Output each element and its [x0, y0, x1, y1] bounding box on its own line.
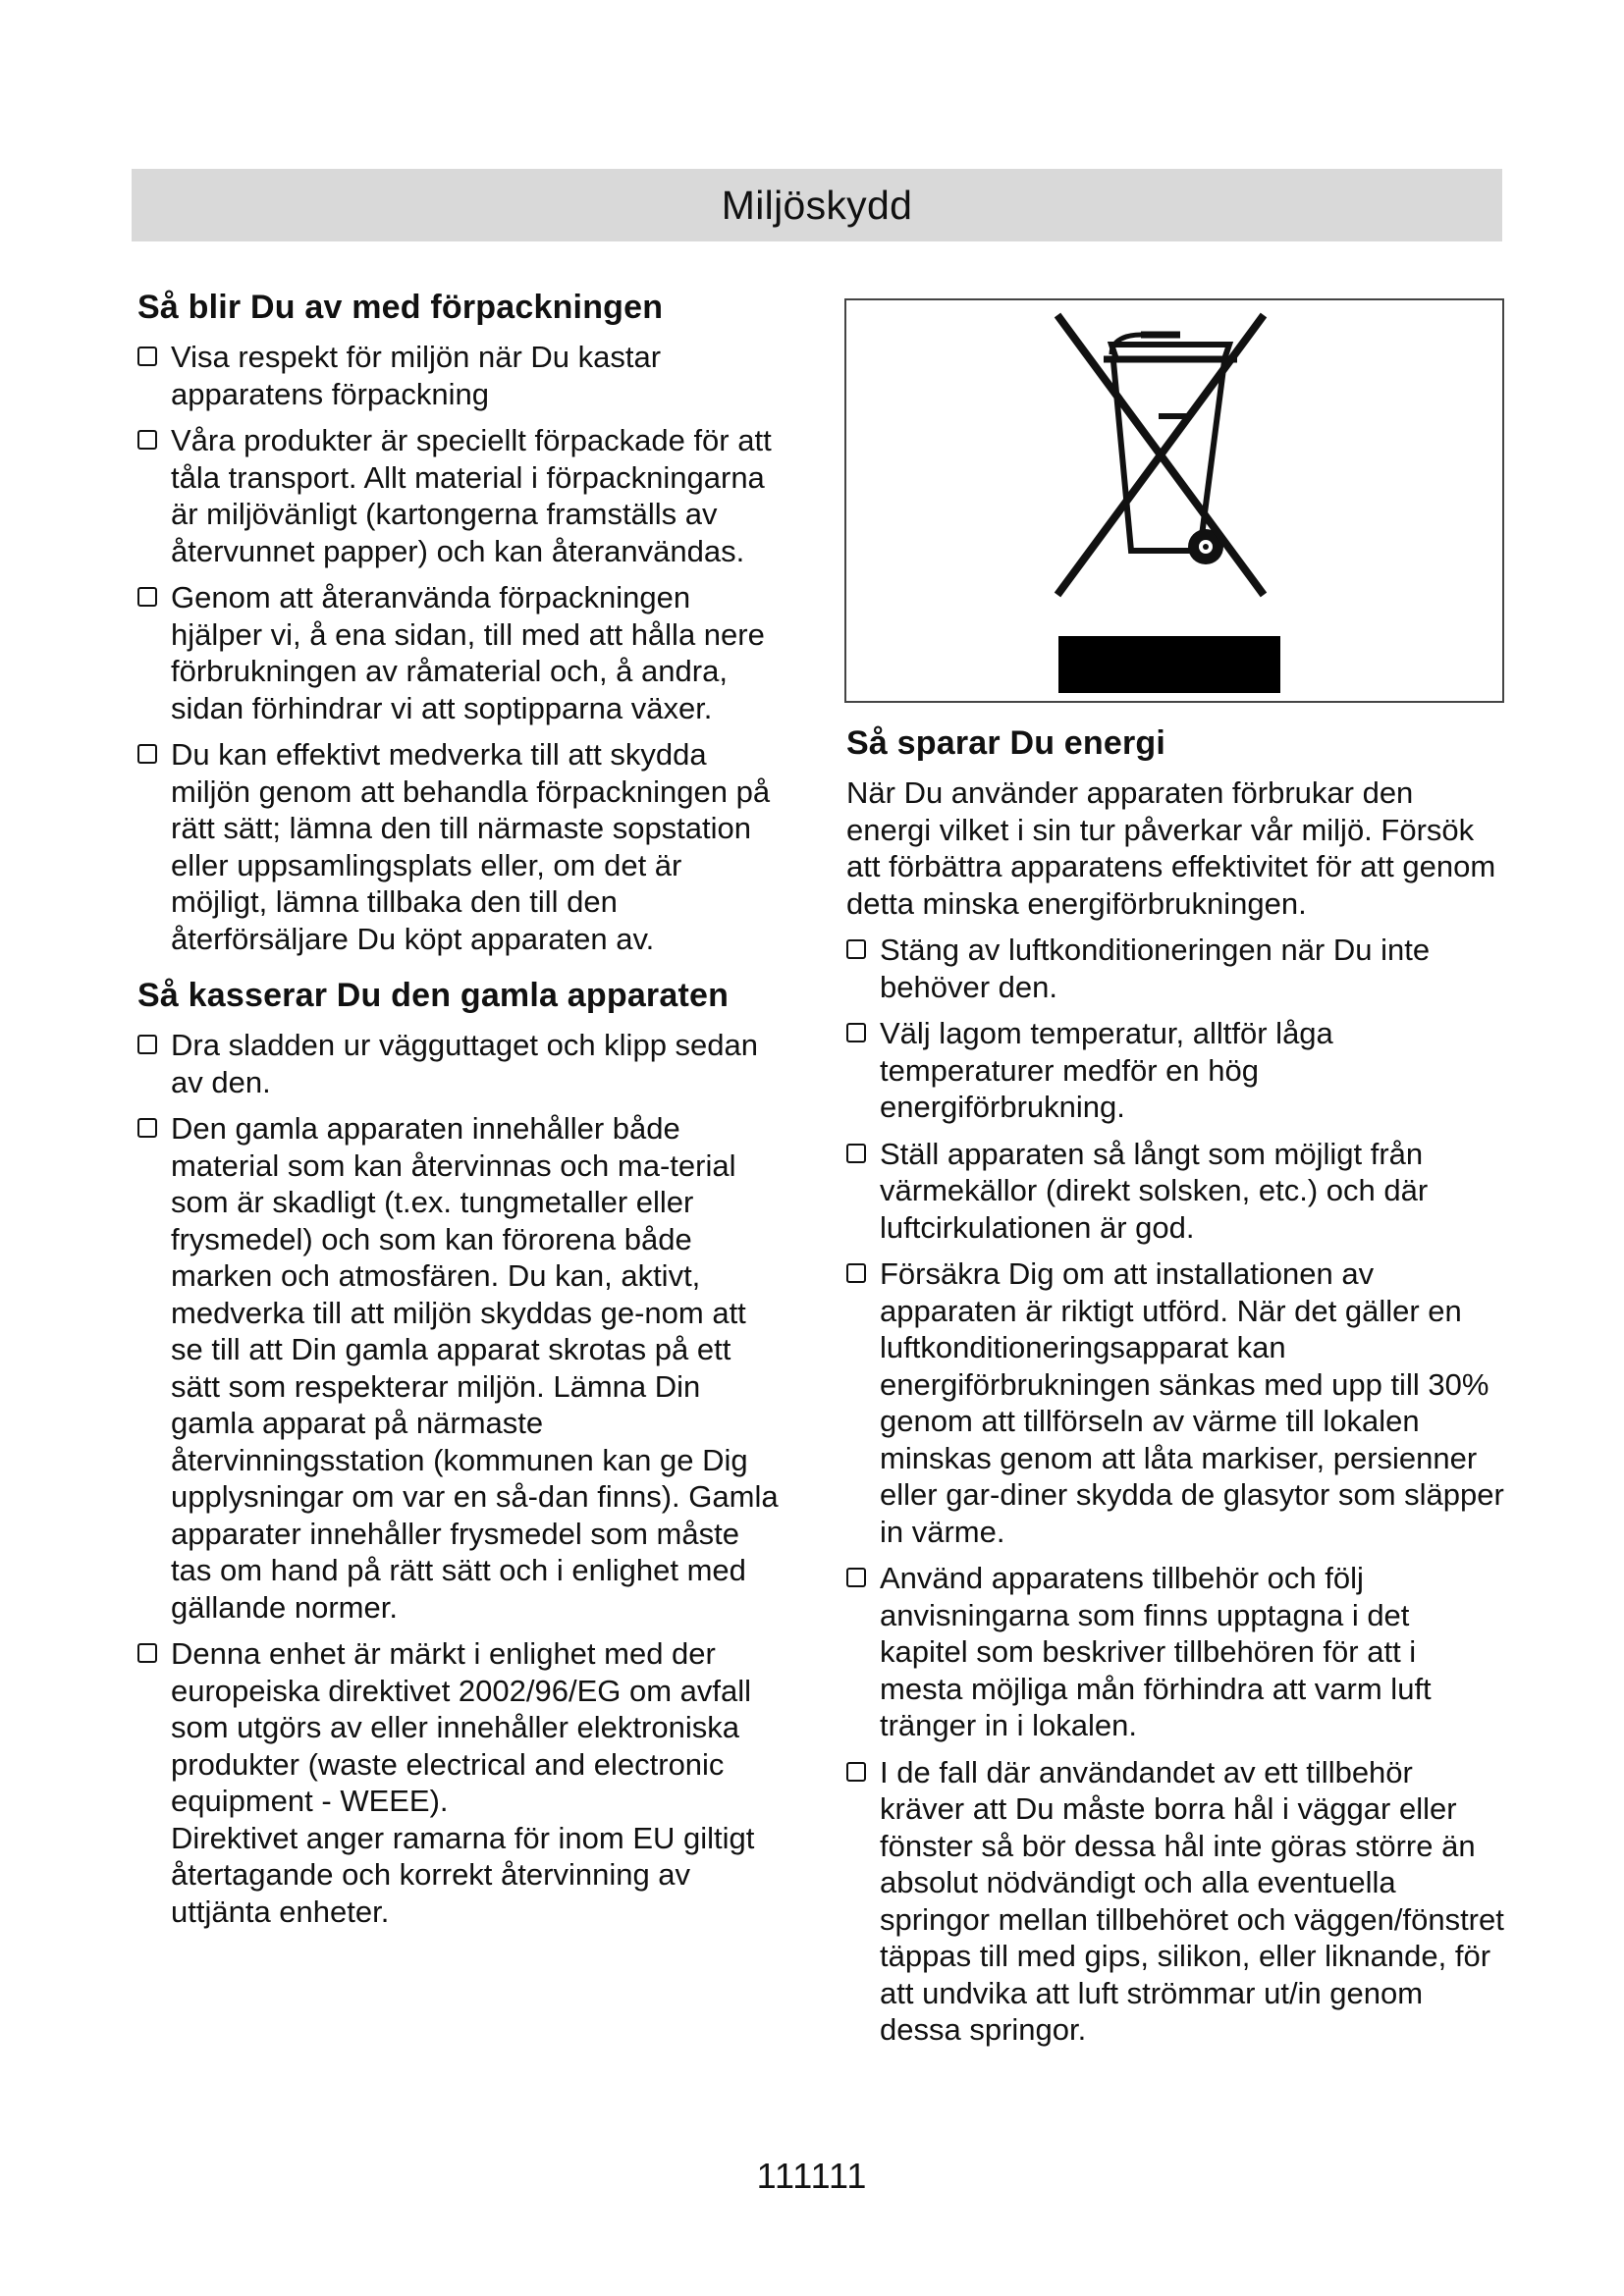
- left-column: [137, 289, 785, 1940]
- list-item-text: Denna enhet är märkt i enlighet med der europeiska direktivet 2002/96/EG om avfall som utgörs av eller innehåller elektroniska produkter (waste electrical and electronic equipment - WEEE).: [171, 1636, 752, 1818]
- list-item: [137, 1110, 785, 1626]
- page-title: Miljöskydd: [721, 182, 913, 228]
- directive-note: Direktivet anger ramarna för inom EU giltigt återtagande och korrekt återvinning av uttjänta enheter.: [171, 1820, 755, 1929]
- page-number: 111111: [756, 2156, 868, 2196]
- checkbox-bullet-icon: [846, 1263, 866, 1283]
- crossed-out-wheelie-bin-icon: [846, 300, 1502, 701]
- checkbox-bullet-icon: [137, 744, 157, 764]
- list-item-text: Våra produkter är speciellt förpackade för att tåla transport. Allt material i förpackningarna är miljövänligt (kartongerna framställs av återvunnet papper) och kan återanvändas.: [171, 423, 772, 568]
- title-bar: [132, 169, 1502, 241]
- checkbox-bullet-icon: [846, 939, 866, 959]
- list-item: [137, 422, 785, 569]
- packaging-heading: Så blir Du av med förpackningen: [137, 289, 664, 326]
- list-item-text: Visa respekt för miljön när Du kastar apparatens förpackning: [171, 340, 662, 411]
- checkbox-bullet-icon: [846, 1762, 866, 1782]
- list-item-text: Stäng av luftkonditioneringen när Du inte behöver den.: [880, 933, 1431, 1004]
- energy-heading: Så sparar Du energi: [846, 724, 1166, 762]
- list-item-text: Använd apparatens tillbehör och följ anvisningarna som finns upptagna i det kapitel som beskriver tillbehören för att i mesta möjliga mån förhindra att varm luft tränger in i lokalen.: [880, 1561, 1432, 1742]
- checkbox-bullet-icon: [137, 587, 157, 607]
- energy-section: [846, 724, 1504, 2058]
- list-item-text: Försäkra Dig om att installationen av apparaten är riktigt utförd. När det gäller en luftkonditioneringsapparat kan energiförbrukningen sänkas med upp till 30% genom att tillförseln av värme till lokalen minskas genom att låta markiser, persienner eller gar-diner skydda de glasytor som släpper in värme.: [880, 1256, 1504, 1549]
- list-item: [137, 579, 785, 726]
- checkbox-bullet-icon: [846, 1023, 866, 1042]
- disposal-section: [137, 977, 785, 1930]
- checkbox-bullet-icon: [137, 1118, 157, 1138]
- list-item: [846, 1136, 1504, 1247]
- energy-intro: När Du använder apparaten förbrukar den energi vilket i sin tur påverkar vår miljö. Försök att förbättra apparatens effektivitet för att genom detta minska energiförbrukningen.: [846, 775, 1496, 921]
- list-item: [846, 1560, 1504, 1744]
- list-item-text: Ställ apparaten så långt som möjligt från värmekällor (direkt solsken, etc.) och där luftcirkulationen är god.: [880, 1136, 1429, 1245]
- disposal-list: [137, 1027, 785, 1930]
- list-item-text: Den gamla apparaten innehåller både material som kan återvinnas och ma-terial som är skadligt (t.ex. tungmetaller eller frysmedel) och som kan förorena både marken och atmosfären. Du kan, aktivt, medverka till att miljön skyddas ge-nom att se till att Din gamla apparat skrotas på ett sätt som respekterar miljön. Lämna Din gamla apparat på närmaste återvinningsstation (kommunen kan ge Dig upplysningar om var en så-dan finns). Gamla apparater innehåller frysmedel som måste tas om hand på rätt sätt och i enlighet med gällande normer.: [171, 1111, 779, 1625]
- list-item: [137, 1027, 785, 1100]
- list-item: [137, 736, 785, 957]
- list-item: [846, 1754, 1504, 2049]
- list-item: [846, 1255, 1504, 1550]
- list-item-text: I de fall där användandet av ett tillbehör kräver att Du måste borra hål i väggar eller fönster så bör dessa hål inte göras större än absolut nödvändigt och alla eventuella springor mellan tillbehöret och väggen/fönstret täppas till med gips, silikon, eller liknande, för att undvika att luft strömmar ut/in genom dessa springor.: [880, 1754, 1504, 2047]
- checkbox-bullet-icon: [137, 1035, 157, 1054]
- list-item-text: Du kan effektivt medverka till att skydda miljön genom att behandla förpackningen på rätt sätt; lämna den till närmaste sopstation eller uppsamlingsplats eller, om det är möjligt, lämna tillbaka den till den återförsäljare Du köpt apparaten av.: [171, 737, 771, 956]
- checkbox-bullet-icon: [137, 1643, 157, 1663]
- list-item-text: Välj lagom temperatur, alltför låga temperaturer medför en hög energiförbrukning.: [880, 1016, 1333, 1124]
- list-item: [137, 1635, 785, 1930]
- list-item-text: Dra sladden ur vägguttaget och klipp sedan av den.: [171, 1028, 759, 1099]
- packaging-list: [137, 339, 785, 957]
- checkbox-bullet-icon: [137, 347, 157, 366]
- checkbox-bullet-icon: [846, 1144, 866, 1163]
- packaging-section: [137, 289, 785, 957]
- list-item: [137, 339, 785, 412]
- weee-figure: [844, 298, 1504, 703]
- checkbox-bullet-icon: [137, 430, 157, 450]
- list-item-text: Genom att återanvända förpackningen hjälper vi, å ena sidan, till med att hålla nere förbrukningen av råmaterial och, å andra, sidan förhindrar vi att soptipparna växer.: [171, 580, 765, 725]
- list-item: [846, 932, 1504, 1005]
- disposal-heading: Så kasserar Du den gamla apparaten: [137, 977, 730, 1014]
- list-item: [846, 1015, 1504, 1126]
- checkbox-bullet-icon: [846, 1568, 866, 1587]
- energy-list: [846, 932, 1504, 2049]
